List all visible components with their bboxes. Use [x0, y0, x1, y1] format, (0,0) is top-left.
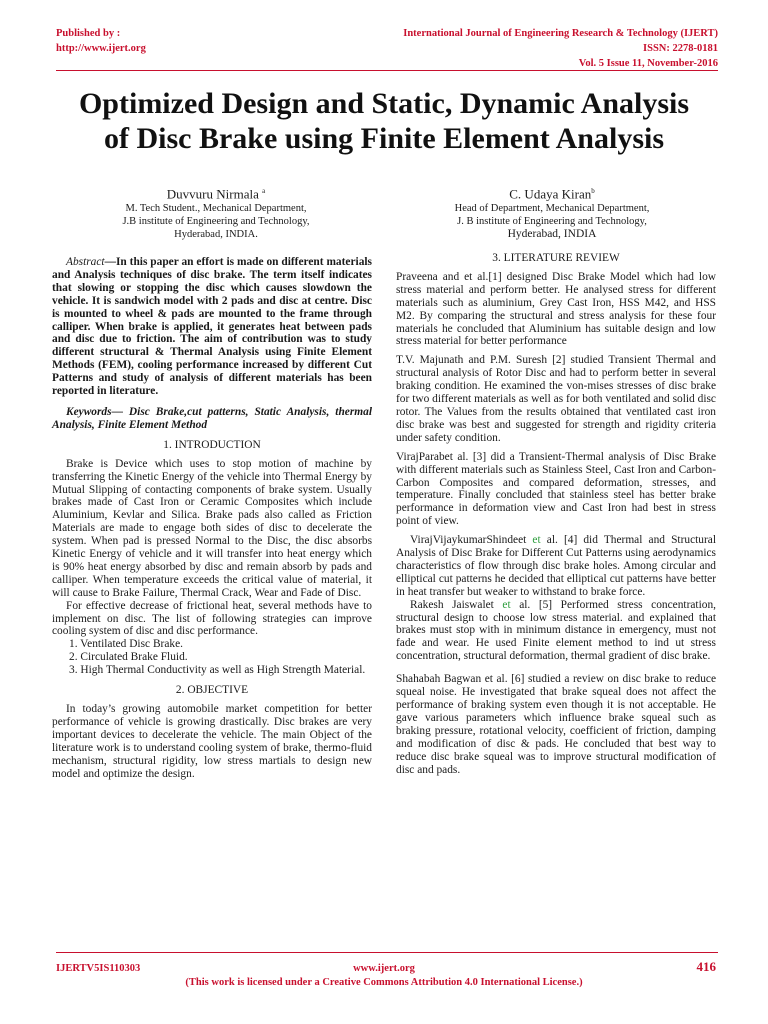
section-heading-introduction: 1. INTRODUCTION	[163, 438, 261, 451]
title-line-1: Optimized Design and Static, Dynamic Analysis	[78, 87, 690, 120]
literature-paragraph: Shahabah Bagwan et al. [6] studied a review on disc brake to reduce squeal noise. He investigated that brake squeal does not affect the performance of braking system even though it is not acceptable. He gave various parameters which influence brake squeal such as braking pressure, rotational velocity, coefficient of friction, damping and modification of disc & pads. He concluded that best way to reduce disc brake squeal was to improve structural modification of disc and pads.	[396, 673, 716, 776]
keywords: Keywords— Disc Brake,cut patterns, Static Analysis, thermal Analysis, Finite Element Method	[52, 405, 372, 431]
left-column	[52, 256, 372, 780]
author-sup: a	[262, 187, 266, 195]
list-item: 2. Circulated Brake Fluid.	[69, 651, 188, 664]
journal-name: International Journal of Engineering Research & Technology (IJERT)	[403, 28, 718, 39]
section-heading-literature: 3. LITERATURE REVIEW	[492, 252, 620, 264]
header-divider	[56, 70, 718, 71]
author-location: Hyderabad, INDIA.	[174, 229, 258, 241]
author-block-2	[392, 183, 712, 241]
author-institute: J. B institute of Engineering and Technology,	[457, 216, 647, 228]
footer-site-link[interactable]: www.ijert.org	[353, 963, 415, 974]
author-institute: J.B institute of Engineering and Technology,	[122, 216, 310, 228]
literature-paragraph	[396, 599, 716, 664]
abstract-text: —In this paper an effort is made on different materials and Analysis techniques of disc brake. The term itself indicates that slowing or stopping the disc which causes slowdown the vehicle. It is sandwich model with 2 pads and disc at centre. Disc is mounted to wheel & pads are mounted to the frame through calliper. When brake is applied, it generates heat between pads and disc due to friction. The aim of contribution was to study different structural & Thermal Analysis using Finite Element Methods (FEM), cooling performance increased by different Cut Patterns and study of analysis of different materials has been reported in literature.	[52, 256, 372, 398]
footer-divider	[56, 952, 718, 953]
author-sup: b	[591, 187, 595, 195]
paper-id: IJERTV5IS110303	[56, 963, 141, 974]
literature-paragraph: Praveena and et al.[1] designed Disc Brake Model which had low stress material and perform better. He analysed stress for different materials such as aluminium, Grey Cast Iron, HSS M42, and HSS M2. By comparing the structural and stress analysis for these four materials he concluded that Aluminium has suitable design and low stress material for better performance	[396, 270, 716, 348]
author-name: Duvvuru Nirmala	[166, 186, 259, 202]
site-url-link[interactable]: http://www.ijert.org	[56, 43, 146, 54]
intro-paragraph: For effective decrease of frictional heat, several methods have to implement on disc. The list of following strategies can improve cooling system of disc and disc performance.	[52, 599, 372, 638]
abstract-label: Abstract	[66, 256, 105, 268]
right-column	[396, 252, 716, 776]
ref-text: al. [4] did Thermal and Structural Analysis of Disc Brake for Different Cut Patterns using aerodynamics characteristics of flow through disc brake holes. Among circular and elliptical cut patterns he decided that elliptical cut patterns have better in heat transfer but weaker to withstand to brake force.	[396, 534, 716, 598]
author-ref: Rakesh Jaiswalet	[410, 598, 503, 611]
issn: ISSN: 2278-0181	[643, 43, 718, 54]
license-text: (This work is licensed under a Creative Commons Attribution 4.0 International License.)	[185, 977, 583, 988]
literature-paragraph: VirajParabet al. [3] did a Transient-Thermal analysis of Disc Brake with different materials such as Stainless Steel, Cast Iron and Carbon-Carbon Composites and compared deformation, stresses, and temperature. Finally concluded that stainless steel has better brake performance in deformation view and Cast Iron had best in stress point of view.	[396, 450, 716, 528]
objective-paragraph: In today’s growing automobile market competition for better performance of vehicle is growing drastically. Disc brakes are very important devices to decelerate the vehicle. The main Object of the literature work is to understand cooling system of brake, thermo-fluid mechanism, structural rigidity, low stress martials to design new model and optimize the design.	[52, 703, 372, 780]
section-heading-objective: 2. OBJECTIVE	[175, 684, 249, 697]
author-name: C. Udaya Kiran	[509, 186, 592, 202]
author-ref: VirajVijaykumarShindeet	[410, 534, 533, 547]
author-block-1	[56, 183, 376, 241]
author-affiliation: M. Tech Student., Mechanical Department,	[125, 203, 307, 215]
author-location: Hyderabad, INDIA	[507, 228, 597, 241]
literature-paragraph	[396, 534, 716, 599]
title-line-2: of Disc Brake using Finite Element Analysis	[103, 122, 665, 155]
intro-paragraph: Brake is Device which uses to stop motion of machine by transferring the Kinetic Energy of the vehicle into Thermal Energy by Mutual Slipping of contacting components of brake system. Usually brakes made of Cast Iron or Ceramic Composites which include Aluminium, Kevlar and Silica. Brake pads also called as Friction Materials are made to engage both sides of disc to decelerate the system. When pad is pressed Normal to the Disc, the disc absorbs Kinetic Energy of vehicle and it will transfer into heat energy which is 90% heat energy absorbed by disc and remain absorb by pads and calliper. When temperature exceeds the critical value of material, it will cause to Brake Failure, Thermal Crack, Wear and Fade of Disc.	[52, 457, 372, 599]
ref-text: al. [5] Performed stress concentration, structural design to choose low stress material. and explained that brakes must stop with in minimum distance in emergency, must not fade and wear. He used Finite element method to ind ut stress concentration, structural deformation, thermal gradient of disc brake.	[396, 598, 717, 663]
et-al-text: et	[532, 534, 541, 547]
paper-title	[40, 86, 728, 156]
et-al-text: et	[502, 598, 511, 611]
volume-issue: Vol. 5 Issue 11, November-2016	[578, 58, 718, 69]
list-item: 3. High Thermal Conductivity as well as High Strength Material.	[69, 664, 366, 677]
literature-paragraph: T.V. Majunath and P.M. Suresh [2] studied Transient Thermal and structural analysis of Rotor Disc and had to perform better in several braking condition. He examined the von-mises stresses of disc brake for two different materials as well as for both ventilated and solid disc rotor. The Values from the results obtained that ventilated cast iron disc brake was best and suggested for strength and rigidity criteria under safety condition.	[396, 354, 716, 444]
published-by-label: Published by :	[56, 28, 121, 39]
author-affiliation: Head of Department, Mechanical Department,	[454, 203, 650, 215]
abstract	[52, 256, 372, 398]
page-number: 416	[696, 959, 716, 974]
list-item: 1. Ventilated Disc Brake.	[69, 638, 183, 651]
